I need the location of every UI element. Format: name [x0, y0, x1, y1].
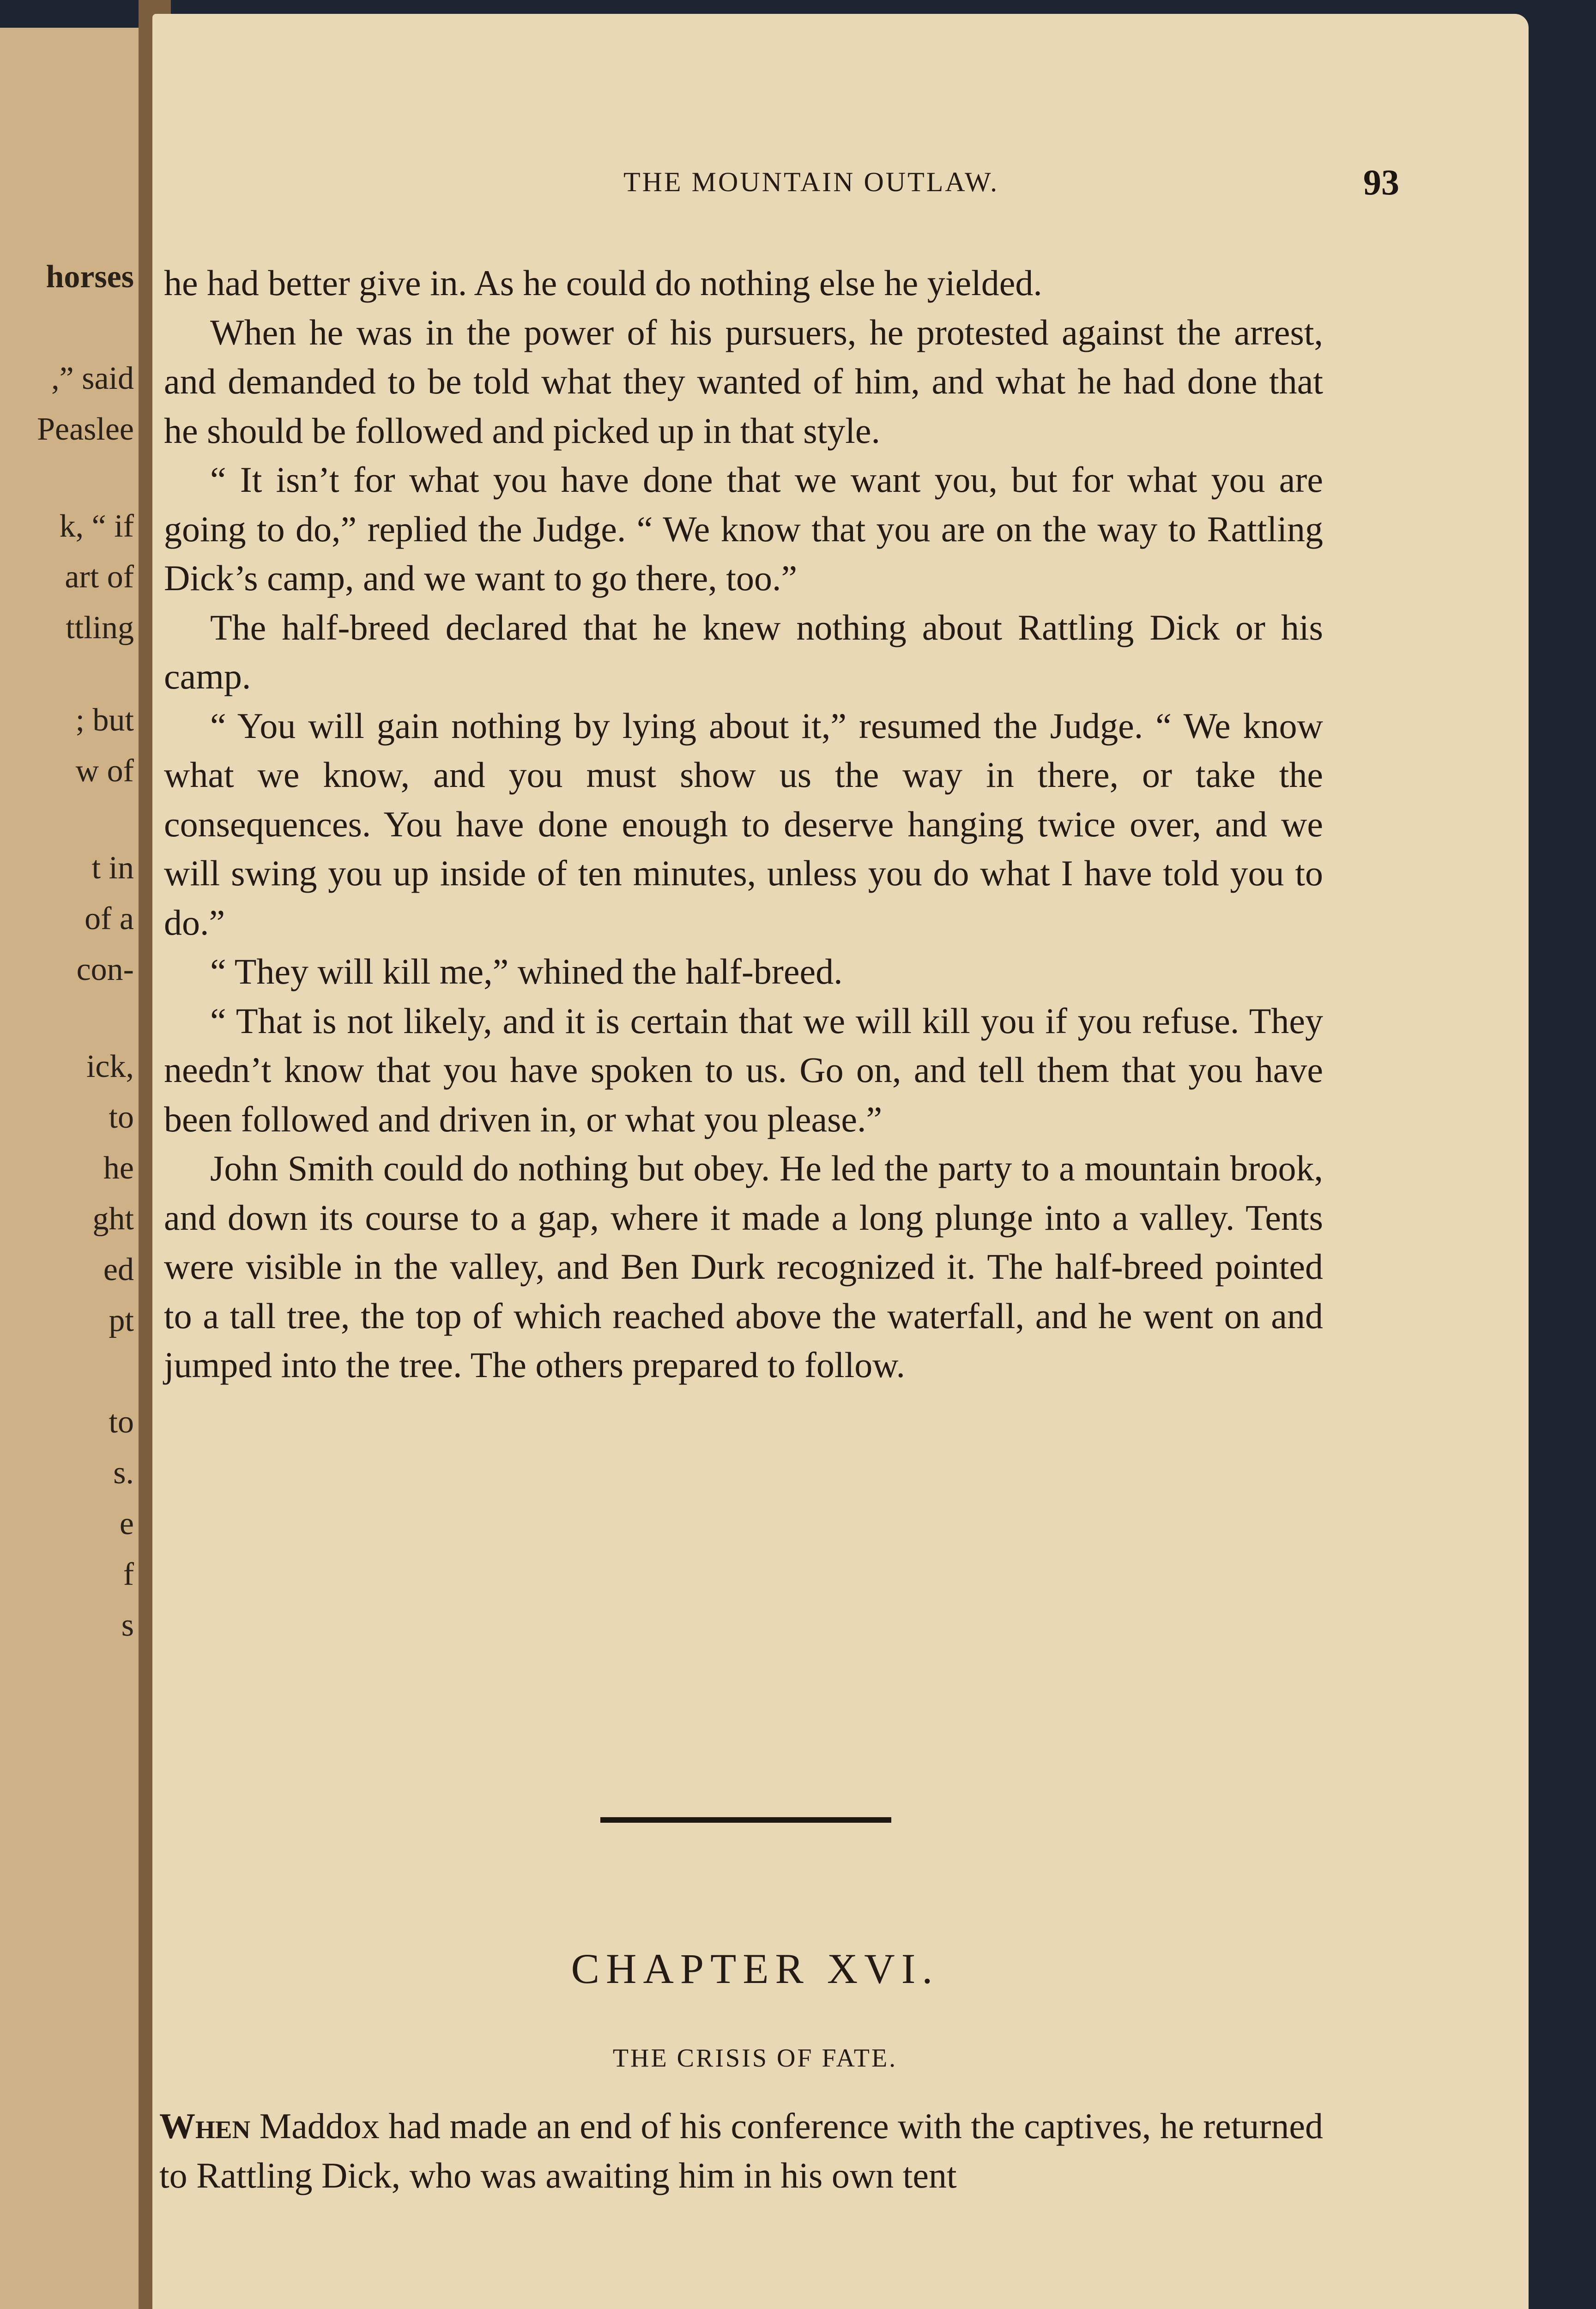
fragment-line: ,” said — [51, 361, 134, 396]
paragraph: “ It isn’t for what you have done that we want you, but for what you are going to do,” replied the Judge. “ We know that you are on the way to Rattling Dick’s camp, and we want to go there, too.” — [164, 459, 1323, 598]
fragment-line: s. — [113, 1455, 134, 1491]
fragment-line: horses — [46, 259, 134, 295]
paragraph: “ That is not likely, and it is certain that we will kill you if you refuse. They needn’t know that you have spoken to us. Go on, and tell them that you have been followed and driven in, or what you please.” — [164, 1000, 1323, 1139]
book-page — [152, 14, 1529, 2309]
page-body — [164, 259, 1323, 1390]
paragraph: John Smith could do nothing but obey. He led the party to a mountain brook, and down its course to a gap, where it made a long plunge into a valley. Tents were visible in the valley, and Ben Durk recognized it. The half-breed pointed to a tall tree, the top of which reached above the waterfall, and he went on and jumped into the tree. The others prepared to follow. — [164, 1148, 1323, 1385]
fragment-line: ick, — [86, 1049, 134, 1084]
fragment-line: art of — [65, 559, 134, 595]
fragment-line: to — [109, 1100, 134, 1135]
paragraph: “ They will kill me,” whined the half-breed. — [210, 951, 843, 991]
fragment-line: of a — [85, 901, 134, 937]
previous-page-edge — [0, 28, 151, 2309]
fragment-line: to — [109, 1404, 134, 1440]
fragment-line: w of — [75, 753, 134, 789]
fragment-line: t in — [91, 850, 134, 886]
fragment-line: f — [123, 1557, 134, 1592]
fragment-line: ; but — [75, 702, 134, 738]
paragraph: he had better give in. As he could do nothing else he yielded. — [164, 263, 1042, 303]
fragment-line: pt — [109, 1303, 134, 1338]
section-divider — [600, 1817, 891, 1823]
chapter-subtitle: THE CRISIS OF FATE. — [612, 2044, 898, 2073]
chapter-opening — [159, 2101, 1323, 2200]
paragraph: “ You will gain nothing by lying about it,” resumed the Judge. “ We know what we know, and you must show us the way in there, or take the consequences. You have done enough to deserve hanging twice over, and we will swing you up inside of ten minutes, unless you do what I have told you to do.” — [164, 705, 1323, 943]
fragment-line: ght — [92, 1201, 134, 1237]
paragraph: The half-breed declared that he knew nothing about Rattling Dick or his camp. — [164, 607, 1323, 696]
fragment-line: he — [103, 1150, 134, 1186]
fragment-line: con- — [76, 952, 134, 987]
running-head: THE MOUNTAIN OUTLAW. — [623, 167, 999, 197]
chapter-title: CHAPTER XVI. — [571, 1945, 939, 1992]
page-header — [152, 162, 1529, 208]
chapter-lead-word: When — [159, 2106, 251, 2146]
fragment-line: Peaslee — [37, 411, 134, 447]
paragraph: When he was in the power of his pursuers, he protested against the arrest, and demanded to be told what they wanted of him, and what he had done that he should be followed and picked up in that style. — [164, 312, 1323, 451]
chapter-opening-text: Maddox had made an end of his conference with the captives, he returned to Rattling Dick, who was awaiting him in his own tent — [159, 2106, 1323, 2195]
fragment-line: k, “ if — [59, 508, 134, 544]
fragment-line: ed — [103, 1252, 134, 1287]
fragment-line: e — [119, 1506, 134, 1541]
fragment-line: s — [121, 1608, 134, 1643]
page-number: 93 — [1363, 162, 1399, 202]
fragment-line: ttling — [66, 610, 134, 646]
